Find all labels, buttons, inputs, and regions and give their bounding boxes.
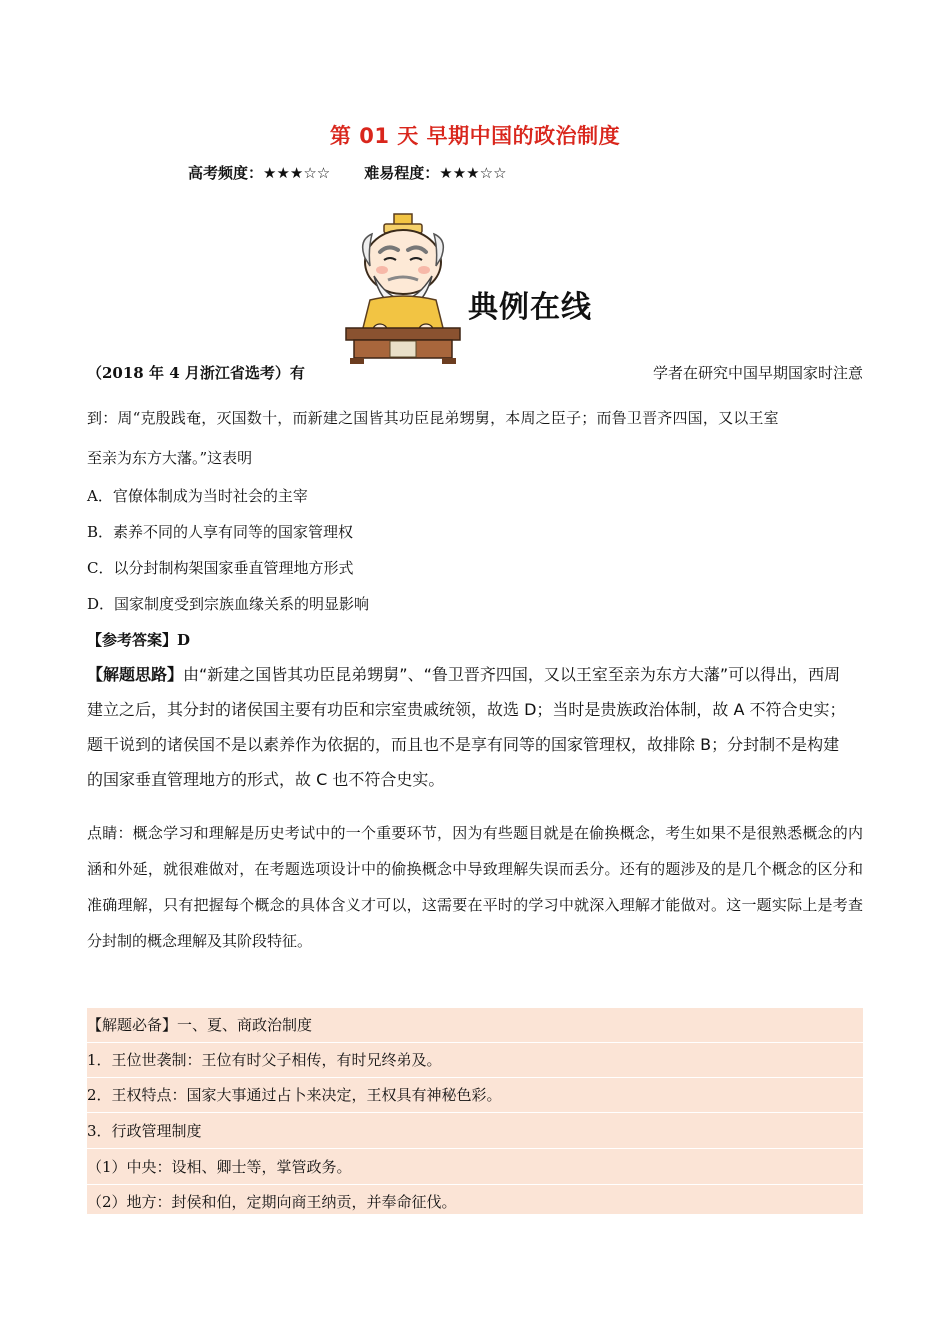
frequency-stars: ★★★☆☆ [263,164,331,182]
essentials-line-5: （2）地方：封侯和伯，定期向商王纳贡，并奉命征伐。 [87,1193,457,1211]
essentials-heading: 【解题必备】一、夏、商政治制度 [87,1016,313,1034]
question-line-2: 到：周“克殷践奄，灭国数十，而新建之国皆其功臣昆弟甥舅，本周之臣子；而鲁卫晋齐四国，又以王室 [87,409,779,427]
difficulty-label: 难易程度： [364,164,440,182]
question-source-right: 学者在研究中国早期国家时注意 [652,364,863,382]
option-b: B．素养不同的人享有同等的国家管理权 [87,523,354,541]
reference-answer: 【参考答案】D [87,631,191,649]
analysis-line-3: 题干说到的诸侯国不是以素养作为依据的，而且也不是享有同等的国家管理权，故排除 B；分封制不是构建 [87,735,840,754]
page-title: 第 01 天 早期中国的政治制度 [329,124,621,148]
difficulty-stars: ★★★☆☆ [439,164,507,182]
frequency-label: 高考频度： [188,164,264,182]
example-banner [340,210,620,365]
comment-paragraph: 点睛：概念学习和理解是历史考试中的一个重要环节，因为有些题目就是在偷换概念，考生如果不是很熟悉概念的内涵和外延，就很难做对，在考题选项设计中的偷换概念中导致理解失误而丢分。还有的题涉及的是几个概念的区分和准确理解，只有把握每个概念的具体含义才可以，这需要在平时的学习中就深入理解才能做对。这一题实际上是考查分封制的概念理解及其阶段特征。 [87,824,863,950]
option-c: C．以分封制构架国家垂直管理地方形式 [87,559,354,577]
analysis-line-1: 由“新建之国皆其功臣昆弟甥舅”、“鲁卫晋齐四国，又以王室至亲为东方大藩”可以得出，西周 [183,665,841,684]
question-line-3: 至亲为东方大藩。”这表明 [87,449,253,467]
analysis-line-4: 的国家垂直管理地方的形式，故 C 也不符合史实。 [87,770,445,789]
ratings-row [188,162,507,183]
essentials-line-1: 1．王位世袭制：王位有时父子相传，有时兄终弟及。 [87,1051,442,1069]
analysis-label: 【解题思路】 [87,665,184,684]
option-d: D．国家制度受到宗族血缘关系的明显影响 [87,595,370,613]
essentials-box [87,1008,863,1214]
analysis-section [87,657,863,797]
banner-text: 典例在线 [468,290,592,325]
essentials-line-4: （1）中央：设相、卿士等，掌管政务。 [87,1158,352,1176]
analysis-line-2: 建立之后，其分封的诸侯国主要有功臣和宗室贵戚统领，故选 D；当时是贵族政治体制，故 A 不符合史实； [87,700,846,719]
question-source: （2018 年 4 月浙江省选考）有 [87,364,305,382]
option-a: A．官僚体制成为当时社会的主宰 [87,487,308,505]
essentials-line-2: 2．王权特点：国家大事通过占卜来决定，王权具有神秘色彩。 [87,1086,502,1104]
essentials-line-3: 3．行政管理制度 [87,1122,202,1140]
